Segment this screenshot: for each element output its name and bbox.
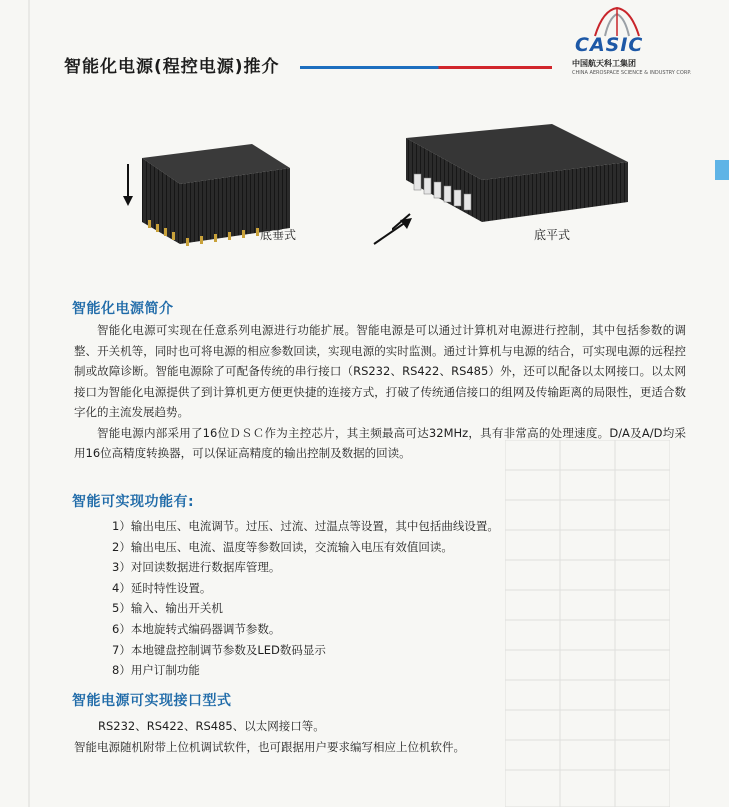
list-item: 4）延时特性设置。 — [112, 580, 212, 595]
intro-paragraph-2: 智能电源内部采用了16位ＤＳＣ作为主控芯片，其主频最高可达32MHz，具有非常高的处理速度。D/A及A/D均采用16位高精度转换器，可以保证高精度的输出控制及数据的回读。 — [74, 425, 686, 460]
intro-body — [74, 320, 686, 464]
power-supply-flat-photo — [392, 118, 632, 230]
section-heading-interfaces: 智能电源可实现接口型式 — [72, 693, 232, 709]
list-item: 7）本地键盘控制调节参数及LED数码显示 — [112, 642, 326, 657]
functions-list — [112, 516, 499, 681]
arrow-pointer-icon — [372, 214, 414, 246]
list-item: 1）输出电压、电流调节。过压、过流、过温点等设置，其中包括曲线设置。 — [112, 519, 499, 533]
page-fold — [28, 0, 30, 807]
section-heading-functions: 智能可实现功能有: — [72, 494, 195, 510]
logo-wordmark: CASIC — [575, 34, 644, 56]
title-underline — [300, 66, 552, 69]
section-heading-intro: 智能化电源简介 — [72, 301, 174, 317]
interfaces-software-note: 智能电源随机附带上位机调试软件，也可跟据用户要求编写相应上位机软件。 — [74, 740, 465, 754]
list-item: 5）输入、输出开关机 — [112, 601, 223, 616]
page-title: 智能化电源(程控电源)推介 — [64, 57, 280, 77]
interfaces-list-text: RS232、RS422、RS485、以太网接口等。 — [98, 719, 325, 733]
list-item: 3）对回读数据进行数据库管理。 — [112, 560, 281, 575]
show-through-table — [505, 440, 670, 807]
logo-org-name: 中国航天科工集团 — [572, 59, 636, 68]
logo-org-english: CHINA AEROSPACE SCIENCE & INDUSTRY CORP. — [572, 70, 692, 76]
caption-flat-mount: 底平式 — [534, 228, 571, 242]
edge-tab-marker — [715, 160, 729, 180]
intro-paragraph-1: 智能化电源可实现在任意系列电源进行功能扩展。智能电源是可以通过计算机对电源进行控制，其中包括参数的调整、开关机等，同时也可将电源的相应参数回读，实现电源的实时监测。通过计算机与电源的结合，可实现电源的远程控制或故障诊断。智能电源除了可配备传统的串行接口（RS232、RS422、RS485）外，还可以配备以太网接口。以太网接口为智能化电源提供了到计算机更方便更快捷的连接方式，打破了传统通信接口的组网及传输距离的局限性，更适合数字化的主流发展趋势。 — [74, 323, 686, 419]
list-item: 2）输出电压、电流、温度等参数回读，交流输入电压有效值回读。 — [112, 539, 453, 554]
caption-vertical-mount: 底垂式 — [260, 228, 297, 242]
list-item: 8）用户订制功能 — [112, 663, 200, 678]
list-item: 6）本地旋转式编码器调节参数。 — [112, 621, 281, 636]
